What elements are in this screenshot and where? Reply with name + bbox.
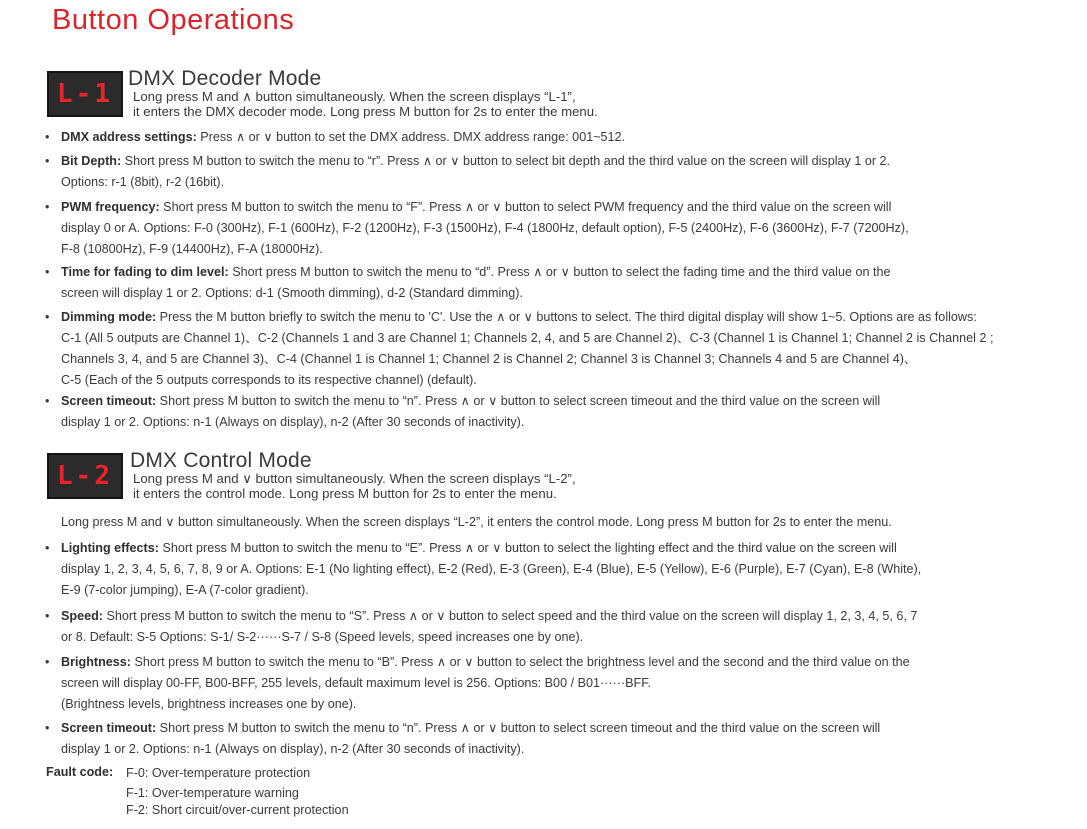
- bullet-screen-timeout-control: • Screen timeout: Short press M button to switch the menu to “n”. Press ∧ or ∨ button to select screen timeout and the third value on the screen will display 1 or 2. Options: n-1 (Always on display), n-2 (After 30 seconds of inactivity).: [45, 718, 880, 760]
- bullet-dimming-mode: • Dimming mode: Press the M button briefly to switch the menu to 'C'. Use the ∧ or ∨ buttons to select. The third digital display will show 1~5. Options are as follows: C-1 (All 5 outputs are Channel 1)、C-2 (Channels 1 and 3 are Channel 1; Channels 2, 4, and 5 are Channel 2)、C-3 (Channel 1 is Channel 1; Channel 2 is Channel 2 ; Channels 3, 4, and 5 are Channel 3)、C-4 (Channel 1 is Channel 1; Channel 2 is Channel 2; Channel 3 is Channel 3; Channels 4 and 5 are Channel 4)、 C-5 (Each of the 5 outputs corresponds to its respective channel) (default).: [45, 307, 994, 391]
- dmx-decoder-desc-line2: it enters the DMX decoder mode. Long press M button for 2s to enter the menu.: [133, 104, 598, 119]
- page-title: Button Operations: [52, 4, 295, 36]
- bullet-dot-icon: •: [45, 265, 50, 279]
- dmx-decoder-mode-title: DMX Decoder Mode: [128, 67, 322, 90]
- bullet-screen-timeout-decoder: • Screen timeout: Short press M button to switch the menu to “n”. Press ∧ or ∨ button to select screen timeout and the third value on the screen will display 1 or 2. Options: n-1 (Always on display), n-2 (After 30 seconds of inactivity).: [45, 391, 880, 433]
- fault-code-line: F-2: Short circuit/over-current protection: [126, 803, 349, 817]
- bullet-pwm-frequency: • PWM frequency: Short press M button to switch the menu to “F”. Press ∧ or ∨ button to select PWM frequency and the third value on the screen will display 0 or A. Options: F-0 (300Hz), F-1 (600Hz), F-2 (1200Hz), F-3 (1500Hz), F-4 (1800Hz, default option), F-5 (2400Hz), F-6 (3600Hz), F-7 (7200Hz), F-8 (10800Hz), F-9 (14400Hz), F-A (18000Hz).: [45, 197, 909, 260]
- led-display-l1: L-1: [47, 71, 123, 117]
- dmx-control-mode-title: DMX Control Mode: [130, 449, 312, 472]
- dmx-control-desc-line1: Long press M and ∨ button simultaneously. When the screen displays “L-2”,: [133, 471, 576, 486]
- bullet-dot-icon: •: [45, 130, 50, 144]
- bullet-dot-icon: •: [45, 609, 50, 623]
- bullet-dot-icon: •: [45, 541, 50, 555]
- fault-code-line: F-0: Over-temperature protection: [126, 766, 311, 780]
- bullet-dot-icon: •: [45, 200, 50, 214]
- dmx-control-desc-line2: it enters the control mode. Long press M button for 2s to enter the menu.: [133, 486, 557, 501]
- bullet-dot-icon: •: [45, 655, 50, 669]
- bullet-bit-depth: • Bit Depth: Short press M button to switch the menu to “r”. Press ∧ or ∨ button to select bit depth and the third value on the screen will display 1 or 2. Options: r-1 (8bit), r-2 (16bit).: [45, 151, 890, 193]
- bullet-dot-icon: •: [45, 310, 50, 324]
- led-display-l2: L-2: [47, 453, 123, 499]
- fault-code-label: Fault code:: [46, 765, 114, 779]
- bullet-speed: • Speed: Short press M button to switch the menu to “S”. Press ∧ or ∨ button to select speed and the third value on the screen will display 1, 2, 3, 4, 5, 6, 7 or 8. Default: S-5 Options: S-1/ S-2······S-7 / S-8 (Speed levels, speed increases one by one).: [45, 606, 917, 648]
- bullet-dot-icon: •: [45, 721, 50, 735]
- bullet-dmx-address: • DMX address settings: Press ∧ or ∨ button to set the DMX address. DMX address range: 001~512.: [45, 127, 625, 148]
- dmx-control-intro: Long press M and ∨ button simultaneously. When the screen displays “L-2”, it enters the control mode. Long press M button for 2s to enter the menu.: [61, 515, 892, 529]
- fault-code-line: F-1: Over-temperature warning: [126, 786, 299, 800]
- bullet-brightness: • Brightness: Short press M button to switch the menu to “B”. Press ∧ or ∨ button to select the brightness level and the second and the third value on the screen will display 00-FF, B00-BFF, 255 levels, default maximum level is 256. Options: B00 / B01······BFF. (Brightness levels, brightness increases one by one).: [45, 652, 910, 715]
- dmx-decoder-desc-line1: Long press M and ∧ button simultaneously. When the screen displays “L-1”,: [133, 89, 576, 104]
- bullet-lighting-effects: • Lighting effects: Short press M button to switch the menu to “E”. Press ∧ or ∨ button to select the lighting effect and the third value on the screen will display 1, 2, 3, 4, 5, 6, 7, 8, 9 or A. Options: E-1 (No lighting effect), E-2 (Red), E-3 (Green), E-4 (Blue), E-5 (Yellow), E-6 (Purple), E-7 (Cyan), E-8 (White), E-9 (7-color jumping), E-A (7-color gradient).: [45, 538, 921, 601]
- bullet-fading-time: • Time for fading to dim level: Short press M button to switch the menu to “d”. Press ∧ or ∨ button to select the fading time and the third value on the screen will display 1 or 2. Options: d-1 (Smooth dimming), d-2 (Standard dimming).: [45, 262, 890, 304]
- bullet-dot-icon: •: [45, 154, 50, 168]
- bullet-dot-icon: •: [45, 394, 50, 408]
